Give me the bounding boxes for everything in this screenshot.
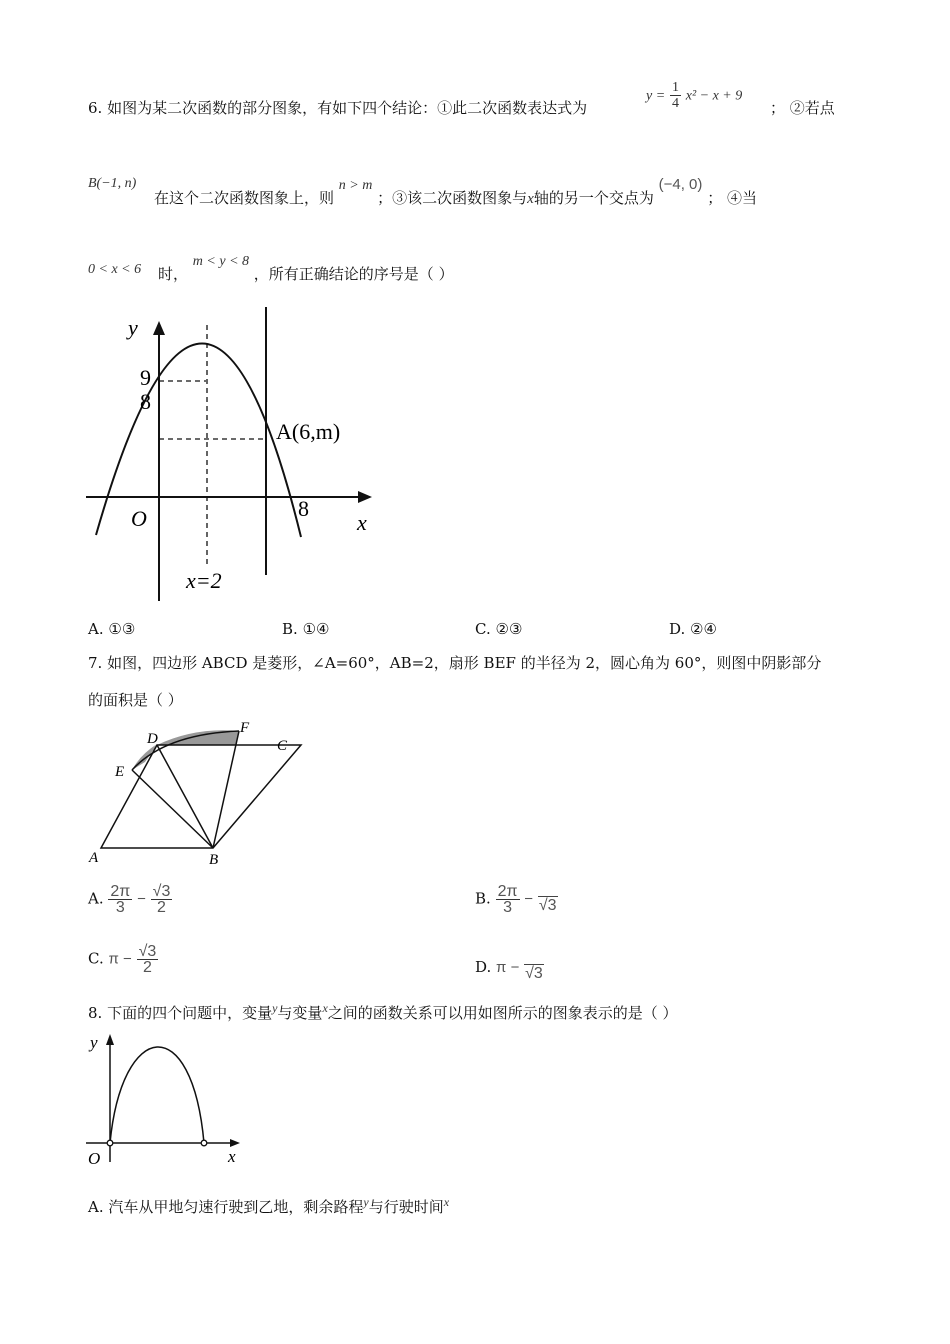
q7-stem-a: 7. 如图，四边形 ABCD 是菱形，∠A=60°，AB=2，扇形 BEF 的半径为 2，圆心角为 60°，则图中阴影部分	[88, 654, 822, 672]
q7-rhombus-figure	[85, 718, 305, 868]
q8-var-y: y	[272, 1001, 278, 1015]
q7-segment-bf	[213, 731, 239, 848]
q6-axis-line-label: x=2	[186, 568, 222, 593]
q6-option-b[interactable]: B. ①④	[282, 620, 330, 638]
q7-segment-be	[132, 770, 213, 848]
q8-stem: 8. 下面的四个问题中，变量$^y$与变量$^x$之间的函数关系可以用如图所示的图象表示的是（ ）	[88, 1001, 678, 1022]
q6-point-b: B(−1, n)	[88, 176, 137, 191]
q7-label-f: F	[240, 720, 250, 736]
q6-origin: O	[131, 506, 147, 531]
q6-stem-line-3b	[158, 254, 454, 286]
q6-stem-d: ；③该二次函数图象与	[377, 189, 528, 207]
q6-stem-g: 时，	[158, 265, 189, 283]
q6-eq-rest: x² − x + 9	[685, 88, 743, 104]
q8-curve	[110, 1047, 204, 1143]
q6-option-d[interactable]: D. ②④	[669, 620, 717, 638]
q7-stem-line-2	[88, 690, 183, 710]
q6-stem-h: ，所有正确结论的序号是（ ）	[253, 265, 454, 283]
q7-option-d[interactable]: D. π − √3	[475, 958, 543, 982]
q6-parabola-graph	[80, 305, 380, 605]
q6-cond-nm: n > m	[338, 178, 373, 193]
q7-option-b[interactable]: B. $\frac{2\pi}{3}$ − √3	[475, 883, 557, 916]
q6-equation	[646, 80, 742, 111]
q8-y-label: y	[90, 1033, 98, 1052]
q8-origin: O	[88, 1149, 101, 1168]
q7-b-sqrt3: √3	[538, 896, 557, 914]
q7-stem-b: 的面积是（ ）	[88, 691, 183, 709]
q6-x-label: x	[357, 510, 367, 535]
q7-c-frac2: $\frac{√3}{2}$	[138, 943, 157, 976]
q8-point-origin	[107, 1140, 113, 1146]
q6-x-axis-arrow	[358, 491, 372, 503]
q8-point-end	[201, 1140, 207, 1146]
q7-label-a: A	[89, 850, 99, 866]
q6-stem-b-line	[770, 98, 835, 118]
q7-a-frac1: $\frac{2\pi}{3}$	[110, 883, 131, 916]
q7-label-e: E	[115, 764, 125, 780]
q6-stem-c: 在这个二次函数图象上，则	[154, 189, 335, 207]
q6-stem-e: 轴的另一个交点为	[533, 189, 654, 207]
q6-range-y: m < y < 8	[192, 254, 250, 269]
q7-rhombus	[101, 745, 301, 848]
q6-stem-f: ； ④当	[707, 189, 757, 207]
q6-parabola	[96, 343, 301, 537]
q6-eq-fraction: $\frac{1}{4}$	[671, 80, 679, 111]
q7-stem-line-1	[88, 653, 821, 673]
q6-label-8-x: 8	[298, 496, 309, 521]
q7-option-a[interactable]: A. $\frac{2\pi}{3}$ − $\frac{√3}{2}$	[88, 883, 171, 916]
q6-label-9: 9	[140, 365, 151, 390]
q8-y-axis-arrow	[106, 1034, 114, 1045]
q6-option-c[interactable]: C. ②③	[475, 620, 523, 638]
q6-xaxis-var: x	[527, 191, 534, 207]
q6-eq-y: y =	[646, 88, 666, 104]
q6-y-axis-arrow	[153, 321, 165, 335]
q8-graph	[82, 1030, 252, 1170]
q6-option-a[interactable]: A. ①③	[88, 620, 136, 638]
q8-var-x: x	[322, 1001, 328, 1015]
q6-point-a: A(6,m)	[276, 419, 341, 444]
q8-x-label: x	[228, 1147, 236, 1166]
q7-label-b: B	[209, 852, 219, 868]
q6-stem-b: ； ②若点	[770, 99, 835, 117]
q7-label-d: D	[147, 731, 158, 747]
q6-intersection: (−4, 0)	[658, 176, 703, 193]
q6-stem-line-3	[88, 258, 141, 280]
q8-x-axis-arrow	[230, 1139, 240, 1147]
q8-option-a[interactable]: A. 汽车从甲地匀速行驶到乙地，剩余路程$^y$与行驶时间$^x$	[88, 1195, 450, 1216]
q6-range-x: 0 < x < 6	[88, 262, 142, 277]
q6-y-label: y	[128, 315, 138, 340]
q6-stem-line-2	[88, 172, 136, 194]
q7-option-c[interactable]: C. π − $\frac{√3}{2}$	[88, 943, 157, 976]
q7-label-c: C	[277, 738, 288, 754]
q7-a-frac2: $\frac{√3}{2}$	[152, 883, 171, 916]
q6-stem-line-2b	[154, 176, 757, 210]
q7-d-sqrt3: √3	[525, 965, 543, 982]
q6-stem-line-1	[88, 98, 587, 118]
q6-stem-a: 6. 如图为某二次函数的部分图象，有如下四个结论：①此二次函数表达式为	[88, 99, 588, 117]
q7-b-frac1: $\frac{2\pi}{3}$	[497, 883, 518, 916]
q6-label-8-y: 8	[140, 389, 151, 414]
q7-segment-bd	[157, 745, 213, 848]
